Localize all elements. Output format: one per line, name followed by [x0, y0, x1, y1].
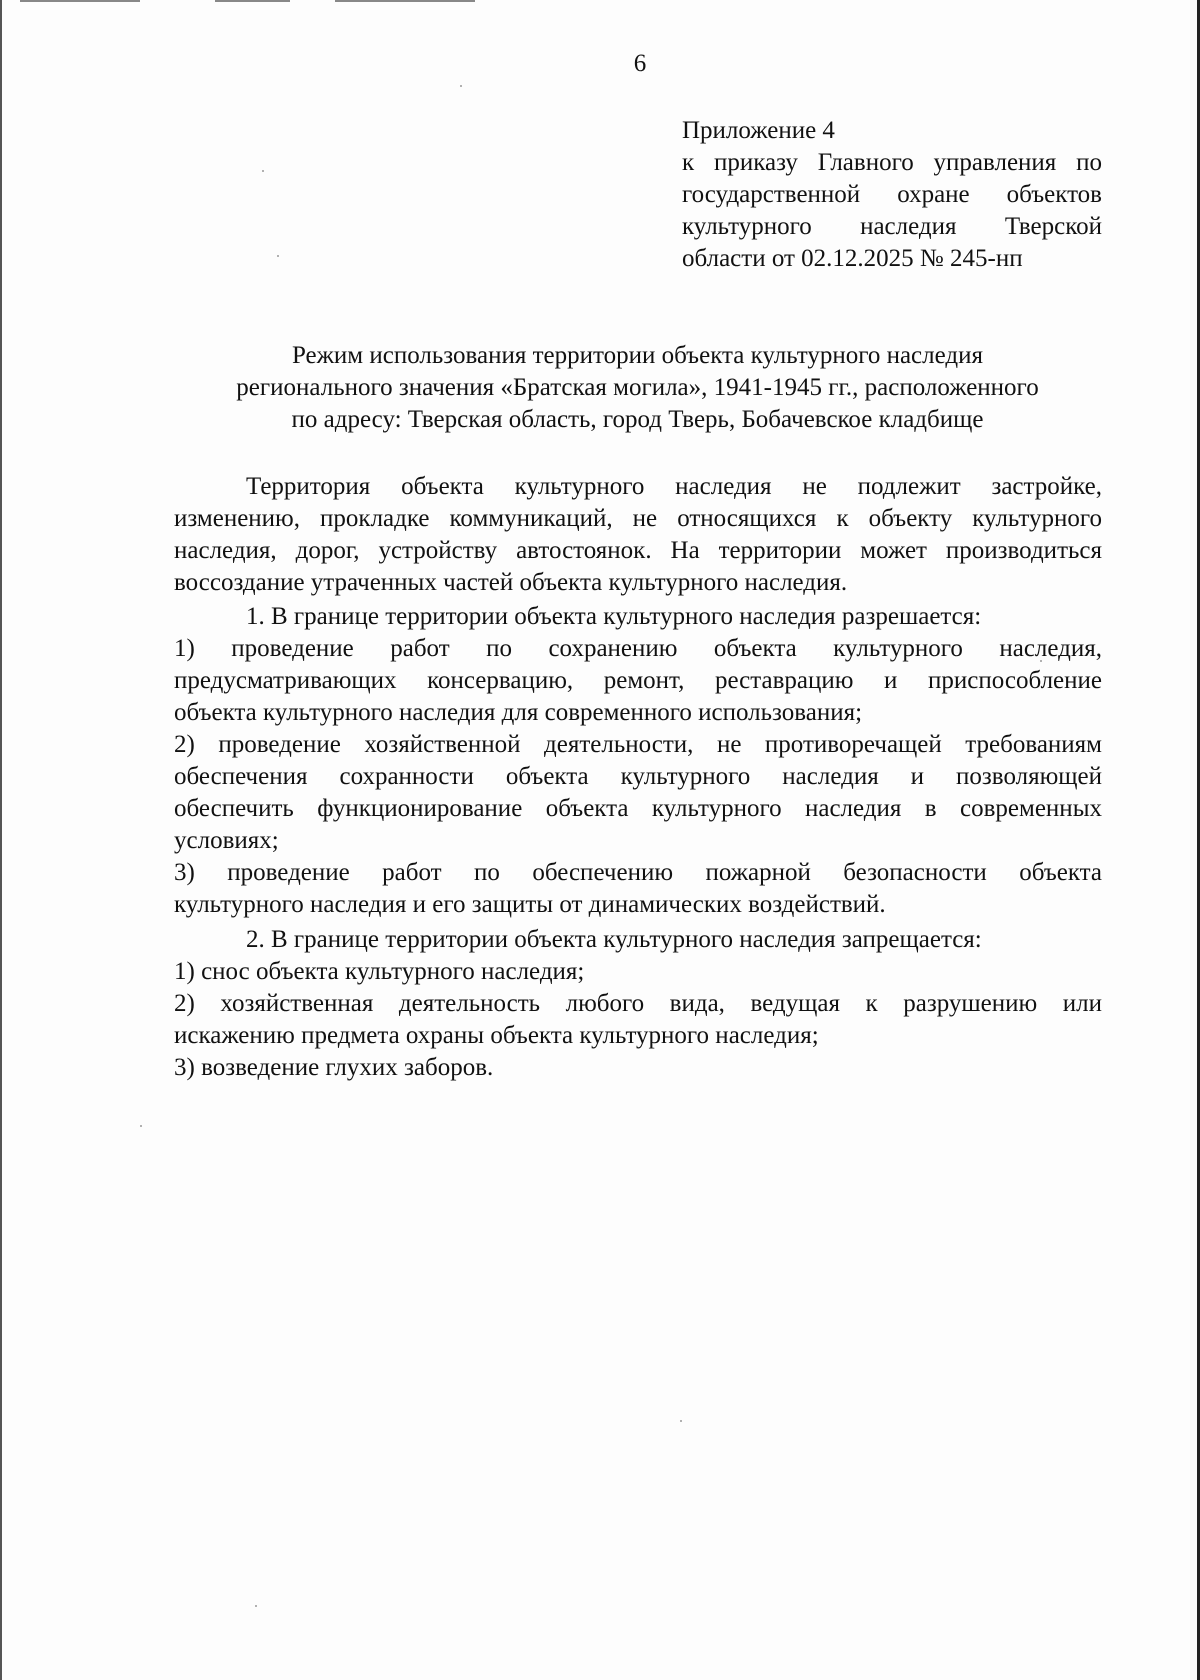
- intro-paragraph: [174, 471, 1102, 599]
- list-item: 3) возведение глухих заборов.: [174, 1054, 494, 1081]
- appendix-reference: [682, 115, 1102, 275]
- title-line: регионального значения «Братская могила», 1941-1945 гг., расположенного: [236, 374, 1039, 401]
- section-2: [174, 924, 1102, 1084]
- scan-top-mark: [20, 0, 140, 2]
- scan-speck: [460, 85, 462, 87]
- appendix-line: области от 02.12.2025 № 245-нп: [682, 245, 1023, 272]
- list-item: условиях;: [174, 827, 279, 854]
- list-item: искажению предмета охраны объекта культурного наследия;: [174, 1022, 819, 1049]
- list-item: 3) проведение работ по обеспечению пожарной безопасности объекта: [174, 859, 1102, 886]
- list-item: 1) снос объекта культурного наследия;: [174, 958, 585, 985]
- list-item: 2) проведение хозяйственной деятельности, не противоречащей требованиям: [174, 731, 1102, 758]
- appendix-line: государственной охране объектов: [682, 181, 1102, 208]
- text-line: воссоздание утраченных частей объекта культурного наследия.: [174, 569, 848, 596]
- list-item: культурного наследия и его защиты от динамических воздействий.: [174, 891, 886, 918]
- list-item: 2) хозяйственная деятельность любого вида, ведущая к разрушению или: [174, 990, 1102, 1017]
- document-title: [170, 340, 1105, 436]
- appendix-line: к приказу Главного управления по: [682, 149, 1102, 176]
- section-1: [174, 601, 1102, 921]
- title-line: по адресу: Тверская область, город Тверь, Бобачевское кладбище: [291, 406, 984, 433]
- title-line: Режим использования территории объекта культурного наследия: [291, 342, 983, 369]
- list-item: предусматривающих консервацию, ремонт, реставрацию и приспособление: [174, 667, 1102, 694]
- scan-speck: [680, 1420, 682, 1422]
- text-line: Территория объекта культурного наследия не подлежит застройке,: [246, 473, 1102, 500]
- scan-speck: [255, 1605, 257, 1607]
- page-number: 6: [633, 50, 647, 77]
- list-item: обеспечить функционирование объекта культурного наследия в современных: [174, 795, 1102, 822]
- list-item: обеспечения сохранности объекта культурного наследия и позволяющей: [174, 763, 1102, 790]
- appendix-line: Приложение 4: [682, 117, 835, 144]
- scan-speck: [140, 1125, 142, 1127]
- appendix-line: культурного наследия Тверской: [682, 213, 1102, 240]
- section-heading: 2. В границе территории объекта культурного наследия запрещается:: [246, 926, 982, 953]
- section-heading: 1. В границе территории объекта культурного наследия разрешается:: [246, 603, 982, 630]
- scan-top-mark: [215, 0, 290, 2]
- text-line: наследия, дорог, устройству автостоянок. На территории может производиться: [174, 537, 1102, 564]
- scan-speck: [277, 255, 279, 257]
- scan-left-edge: [0, 0, 2, 1680]
- scan-top-mark: [335, 0, 475, 2]
- text-line: изменению, прокладке коммуникаций, не относящихся к объекту культурного: [174, 505, 1102, 532]
- list-item: 1) проведение работ по сохранению объекта культурного наследия,: [174, 635, 1102, 662]
- list-item: объекта культурного наследия для современного использования;: [174, 699, 863, 726]
- scan-speck: [262, 170, 264, 172]
